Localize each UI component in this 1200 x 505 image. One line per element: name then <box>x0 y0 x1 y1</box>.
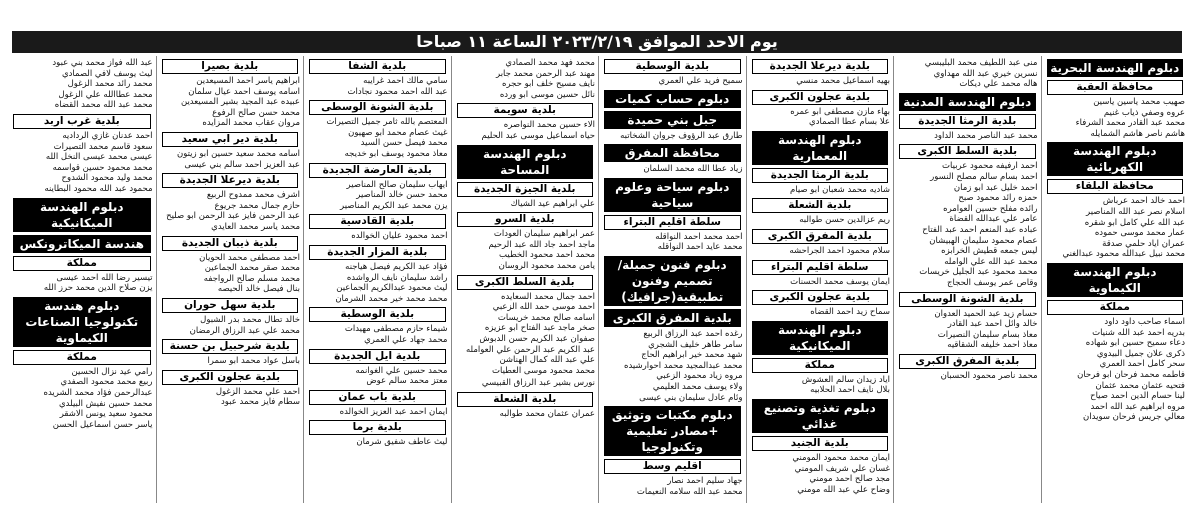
candidate-name: يزن محمد عبد الكريم المناصير <box>340 200 448 211</box>
program-heading: جبل بني حميدة <box>604 111 741 129</box>
candidate-name: محمد حسين علي الغوانمه <box>355 365 448 376</box>
candidate-name: محمد محمود حسين قواسمه <box>52 162 153 173</box>
candidate-name: تيسير رضا الله احمد عيسى <box>56 272 153 283</box>
candidate-name: فؤاد عبد الكريم فيصل هياجنه <box>345 261 448 272</box>
list-section <box>307 59 448 97</box>
candidate-name: ليث عاطف شفيق شرمان <box>356 437 448 448</box>
municipality-heading: بلدية الوسطية <box>604 59 741 74</box>
candidate-name: غيث عصام محمد ابو صهيون <box>348 127 448 138</box>
candidate-name: احمد عدنان غازي الرداديه <box>62 130 153 141</box>
candidate-name: شاديه محمد شعبان ابو صيام <box>789 184 890 195</box>
list-section <box>750 90 891 128</box>
municipality-heading: سلطة اقليم البتراء <box>604 215 741 230</box>
candidate-name: حسام زيد عبد الحميد العدوان <box>934 308 1038 319</box>
list-section <box>1045 300 1186 423</box>
list-section <box>897 354 1038 382</box>
candidate-name: ولاء يوسف محمد العليمي <box>652 381 743 392</box>
candidate-name: عباده عبد المنعم احمد عبد الفتاح <box>922 224 1038 235</box>
candidate-name: نايف مسيح خلف ابو حجره <box>502 79 595 90</box>
candidate-name: محمد مسلم صالح الرواجفه <box>203 273 300 284</box>
candidate-name: ليس جمعه قطيش الخرابزه <box>941 246 1038 257</box>
municipality-heading: بلدية دير ابي سعيد <box>162 132 299 147</box>
municipality-heading: بلدية شرحبيل بن حسنة <box>162 339 299 354</box>
candidate-name: بلال نايف احمد الحلابيه <box>810 385 890 396</box>
candidate-name: اسامه صالح محمد خريسات <box>497 312 595 323</box>
candidate-name: ابراهيم ياسر احمد المسيعدين <box>196 76 300 86</box>
candidate-name: علي ابراهيم عيد الشياك <box>510 198 595 209</box>
candidate-name: عبد الله احمد محمود نجادات <box>347 86 448 97</box>
candidate-name: ايمان يوسف محمد الحسنات <box>790 276 890 287</box>
list-section <box>307 420 448 448</box>
candidate-name: سماح زيد احمد القضاه <box>810 307 890 318</box>
list-section <box>750 131 891 165</box>
municipality-heading: بلدية الشونة الوسطى <box>309 100 446 115</box>
candidate-name: محمد صقر محمد الجماعين <box>204 263 300 274</box>
candidate-name: المعتصم بالله ثامر جميل التصيرات <box>326 117 448 128</box>
candidate-name: محمد رائد محمد الزغول <box>67 79 153 90</box>
candidate-name: محمد فيصل حسن السيد <box>360 138 448 149</box>
candidate-name: محمد احمد محمود الخطيب <box>499 250 595 261</box>
list-column <box>598 56 746 503</box>
municipality-heading: بلدية الجيزة الجديدة <box>457 182 594 197</box>
candidate-name: معاذ احمد خليفه الشقاقيه <box>947 340 1038 351</box>
candidate-name: رامي عيد نزال الحسين <box>71 366 153 377</box>
municipality-heading: مملكة <box>752 358 889 373</box>
list-section <box>750 290 891 318</box>
candidate-name: احمد علي محمد الزغول <box>215 386 300 397</box>
municipality-heading: بلدية السلط الكبرى <box>457 275 594 290</box>
candidate-name: ايهاب سليمان صالح المناصير <box>346 179 448 190</box>
candidate-name: محمود سعيد يونس الاشقر <box>59 409 153 420</box>
program-heading: دبلوم فنون جميلة/تصميم وفنون تطبيقية(جرافيك) <box>604 256 741 306</box>
program-heading: دبلوم الهندسة المعمارية <box>752 131 889 165</box>
candidate-name: محمد وليد محمود الشدوح <box>61 173 153 184</box>
list-section <box>602 59 743 87</box>
list-section <box>897 292 1038 351</box>
list-section <box>602 90 743 108</box>
list-section <box>455 103 596 141</box>
municipality-heading: بلدية القادسية <box>309 214 446 229</box>
list-section <box>11 58 153 111</box>
candidate-name: عمران اياد حلمي صدقة <box>1102 238 1185 249</box>
municipality-heading: محافظة العقبة <box>1047 80 1184 95</box>
candidate-name: اياد زيدان سالم العشوش <box>801 374 890 385</box>
list-section <box>11 350 153 431</box>
list-section <box>602 309 743 403</box>
list-section <box>1045 80 1186 139</box>
municipality-heading: بلدية الشعلة <box>752 198 889 213</box>
municipality-heading: بلدية المزار الجديدة <box>309 245 446 260</box>
candidate-name: عبد الكريم عبد الرحمن علي العوامله <box>465 344 595 355</box>
candidate-name: سامي مالك احمد غرايبه <box>363 76 448 86</box>
columns-container <box>8 56 1188 503</box>
program-heading: دبلوم سياحة وعلوم سياحية <box>604 178 741 212</box>
candidate-name: سطام فايز محمد عبود <box>221 397 300 408</box>
candidate-name: نسرين خيري عبد الله مهداوي <box>933 68 1038 79</box>
candidate-name: نائل حسين موسى ابو ورده <box>499 89 595 100</box>
municipality-heading: بلدية عجلون الكبرى <box>752 290 889 305</box>
candidate-name: محمد علي عبد الرزاق الرمضان <box>189 325 300 336</box>
municipality-heading: بلدية الوسطية <box>309 307 446 322</box>
candidate-name: يزن صلاح الدين محمد حرز الله <box>43 283 153 294</box>
municipality-heading: سلطة اقليم البتراء <box>752 260 889 275</box>
candidate-name: صخر ماجد عبد الفتاح ابو عزيزه <box>484 323 595 334</box>
candidate-name: محمد عبد القادر محمد الشرفاء <box>1075 118 1185 129</box>
candidate-name: دعاء سميح حسين ابو شهاده <box>1085 338 1185 349</box>
program-heading: دبلوم هندسة تكنولوجيا الصناعات الكيماوية <box>13 297 151 347</box>
candidate-name: علي عبد الله كمال الهناشن <box>499 355 595 366</box>
list-section <box>602 144 743 175</box>
candidate-name: محمد محمود موسى العطيات <box>492 365 595 376</box>
municipality-heading: بلدية المفرق الكبرى <box>752 229 889 244</box>
list-section <box>11 256 153 294</box>
candidate-name: مهند عبد الرحمن محمد جابر <box>496 68 595 79</box>
list-section <box>455 275 596 377</box>
municipality-heading: بلدية عجلون الكبرى <box>162 370 299 385</box>
candidate-name: عمار محمد موسى حموده <box>1094 228 1185 239</box>
list-section <box>750 358 891 396</box>
candidate-name: هاله محمد علي ديكات <box>959 79 1038 90</box>
candidate-name: ريم عزالدين حسن طوالبه <box>799 215 890 226</box>
list-section <box>11 198 153 232</box>
municipality-heading: بلدية الشفا <box>309 59 446 74</box>
list-section <box>307 214 448 242</box>
municipality-heading: مملكة <box>13 350 151 365</box>
candidate-name: اسماء صاحب داود داود <box>1104 316 1185 327</box>
candidate-name: محمد عبد الناصر محمد الداود <box>934 130 1038 141</box>
list-section <box>750 168 891 196</box>
candidate-name: لينا حسام الدين احمد صياح <box>1090 391 1185 402</box>
municipality-heading: مملكة <box>13 256 151 271</box>
municipality-heading: بلدية الجنيد <box>752 436 889 451</box>
candidate-name: فتحيه عثمان محمد عثمان <box>1095 380 1185 391</box>
list-section <box>160 298 301 336</box>
candidate-name: ربيع محمد محمود الصفدي <box>60 377 153 388</box>
candidate-name: عبد الله فواز محمد بني عبود <box>52 58 153 68</box>
candidate-name: عمر ابراهيم سليمان العودات <box>493 229 595 240</box>
candidate-name: حياه اسماعيل موسى عبد الحليم <box>481 130 595 141</box>
candidate-name: جهاد سليم احمد نصار <box>667 476 743 487</box>
candidate-name: بدريه احمد عبد الله شنيات <box>1092 327 1185 338</box>
list-column <box>8 56 156 503</box>
municipality-heading: بلدية العارضة الجديدة <box>309 163 446 178</box>
candidate-name: عبد العزيز احمد سالم بني عيسى <box>184 159 300 170</box>
candidate-name: عبيده عبد المجيد بشير المسيعدين <box>180 97 300 108</box>
candidate-name: منى عبد اللطيف محمد البليبسي <box>924 58 1038 68</box>
candidate-name: عروه وصفي ذياب غنيم <box>1103 107 1185 118</box>
list-column <box>746 56 894 503</box>
list-section <box>11 297 153 347</box>
candidate-name: محمد فهد محمد الصمادي <box>505 58 595 68</box>
list-section <box>750 321 891 355</box>
candidate-name: محمد حسن صالح الرفوع <box>212 107 300 118</box>
municipality-heading: بلدية الرمثا الجديدة <box>899 114 1036 129</box>
candidate-name: اسامه يوسف احمد عيال سلمان <box>188 86 300 97</box>
list-column <box>451 56 599 503</box>
program-heading: دبلوم تغذية وتصنيع غذائي <box>752 399 889 433</box>
candidate-name: محمد نبيل عبدالله محمود عبدالغني <box>1062 249 1185 260</box>
list-section <box>11 235 153 253</box>
candidate-name: هاشم ناصر هاشم الشمايله <box>1090 128 1185 139</box>
candidate-name: محمد ياسر محمد العايدي <box>211 221 300 232</box>
candidate-name: خالد وائل احمد عبد القادر <box>947 319 1038 330</box>
candidate-name: اسلام نصر عبد الله المناصير <box>1086 206 1185 217</box>
municipality-heading: بلدية الرمثا الجديدة <box>752 168 889 183</box>
candidate-name: احمد محمود عليان الخوالده <box>351 231 448 242</box>
candidate-name: احمد خليل عبد ابو زمان <box>953 182 1038 193</box>
date-banner: يوم الاحد الموافق ٢٠٢٣/٢/١٩ الساعة ١١ صباحا <box>12 31 1182 53</box>
candidate-name: احمد مصطفى محمد الحويان <box>199 252 300 263</box>
candidate-name: عمران عثمان محمد طوالبه <box>499 408 595 419</box>
candidate-name: مروه ابراهيم عبد الله احمد <box>1090 401 1185 412</box>
program-heading: دبلوم الهندسة الكيماوية <box>1047 263 1184 297</box>
list-section <box>160 370 301 408</box>
candidate-name: عبد الرحمن فايز عبد الرحمن ابو صليح <box>166 211 300 222</box>
candidate-name: يامن محمد محمود الروسان <box>498 260 595 271</box>
candidate-name: محمد عبد الله محمد القضاه <box>54 100 153 111</box>
list-column <box>893 56 1041 503</box>
candidate-name: مروان عقاب محمد المزايده <box>202 118 300 129</box>
candidate-name: سامر طاهر خليف الشجري <box>648 339 743 350</box>
list-section <box>160 339 301 367</box>
candidate-name: ياسر حسن اسماعيل الحسن <box>52 419 153 430</box>
list-section <box>897 114 1038 142</box>
list-section <box>750 436 891 495</box>
candidate-name: زياد عطا الله محمد السلمان <box>643 164 743 175</box>
candidate-name: وئام عادل سليمان بني عيسى <box>639 392 743 403</box>
municipality-heading: مملكة <box>1047 300 1184 315</box>
program-heading: هندسة الميكاترونكس <box>13 235 151 253</box>
list-section <box>750 260 891 288</box>
candidate-name: عبد الله علي كامل ابو شقره <box>1084 217 1185 228</box>
list-section <box>750 229 891 257</box>
municipality-heading: بلدية باب عمان <box>309 390 446 405</box>
list-section <box>602 111 743 142</box>
municipality-heading: بلدية عجلون الكبرى <box>752 90 889 105</box>
candidate-name: وضاح علي عبد الله مومني <box>797 484 890 495</box>
list-section <box>11 114 153 195</box>
candidate-name: ايمان محمد محمود المومني <box>792 452 890 463</box>
municipality-heading: بلدية بصيرا <box>162 59 299 74</box>
candidate-name: حمزه رائد محمود صبح <box>958 193 1038 204</box>
candidate-name: عبدالرحمن فؤاد محمد الشريده <box>43 387 153 398</box>
candidate-name: احمد جمال محمد السعايده <box>501 291 595 302</box>
candidate-name: محمد محمد خير محمد الشرمان <box>335 293 448 304</box>
list-section <box>750 59 891 87</box>
list-section <box>750 399 891 433</box>
municipality-heading: بلدية ذيبان الجديدة <box>162 236 299 251</box>
candidate-name: مجد صالح احمد مومني <box>809 474 890 485</box>
candidate-name: ايمان احمد عبد العزيز الخوالده <box>339 406 448 417</box>
candidate-name: باسل عواد محمد ابو سمرا <box>207 356 300 367</box>
candidate-name: رغده احمد عبد الرزاق الربيع <box>643 328 743 339</box>
candidate-name: وقاص عمر يوسف الحجاج <box>947 277 1038 288</box>
municipality-heading: محافظة البلقاء <box>1047 179 1184 194</box>
program-heading: دبلوم الهندسة البحرية <box>1047 59 1184 77</box>
program-heading: دبلوم مكتبات وتوثيق +مصادر تعليمية وتكنولوجيا <box>604 406 741 456</box>
list-column <box>1041 56 1189 503</box>
list-section <box>1045 142 1186 176</box>
candidate-name: محمد جهاد علي العمري <box>364 334 448 345</box>
program-heading: محافظة المفرق <box>604 144 741 162</box>
candidate-name: محمد عطاالله علي الزغول <box>58 89 153 100</box>
candidate-name: ليث يوسف لافي الصمادي <box>61 68 153 79</box>
program-heading: دبلوم حساب كميات <box>604 90 741 108</box>
candidate-name: اسامه محمد سعيد حسين ابو زيتون <box>176 148 300 159</box>
program-heading: دبلوم الهندسة الكهربائية <box>1047 142 1184 176</box>
candidate-name: محمد حسين نفيش البيلدي <box>59 398 153 409</box>
candidate-name: ماجد احمد جاد الله عبد الرحيم <box>488 239 595 250</box>
list-section <box>897 144 1038 288</box>
candidate-name: محمد عايد احمد النواقله <box>657 242 743 253</box>
municipality-heading: اقليم وسط <box>604 459 741 474</box>
candidate-name: معتز محمد سالم عوض <box>366 376 448 387</box>
candidate-name: نورس بشير عبد الرزاق القبيسي <box>481 378 595 389</box>
candidate-name: محمد عبدالمجيد محمد احوارشيده <box>624 360 743 371</box>
candidate-name: عيسى محمد عيسى النخل الله <box>45 152 153 163</box>
list-section <box>455 58 596 100</box>
program-heading: دبلوم الهندسة الميكانيكية <box>13 198 151 232</box>
candidate-name: احمد بسام سالم مصلح النسور <box>930 171 1038 182</box>
list-section <box>160 59 301 129</box>
candidate-name: محمد ناصر محمود الحسبان <box>940 370 1038 381</box>
list-section <box>455 378 596 389</box>
candidate-name: محمد حسن خالد المناصير <box>356 190 448 201</box>
list-section <box>1045 263 1186 297</box>
list-section <box>307 163 448 212</box>
candidate-name: احمد خالد احمد عرباش <box>1102 196 1185 207</box>
municipality-heading: بلدية السرو <box>457 212 594 227</box>
program-heading: دبلوم الهندسة الميكانيكية <box>752 321 889 355</box>
list-section <box>307 390 448 418</box>
candidate-name: ذكرى علان جميل البيدوي <box>1096 348 1185 359</box>
candidate-name: اشرف محمد ممدوح الربيع <box>206 190 300 201</box>
list-section <box>602 256 743 306</box>
program-heading: بلدية المفرق الكبرى <box>604 309 741 327</box>
list-section <box>602 459 743 497</box>
municipality-heading: بلدية السلط الكبرى <box>899 144 1036 159</box>
candidate-name: صفوان عبد الكريم حسن الدبوش <box>479 333 595 344</box>
candidate-name: سلام محمود احمد الجراحشه <box>789 245 890 256</box>
municipality-heading: بلدية سهل حوران <box>162 298 299 313</box>
list-section <box>307 349 448 387</box>
candidate-name: مروه زياد محمود الزعبي <box>656 371 743 382</box>
municipality-heading: بلدية الشونة الوسطى <box>899 292 1036 307</box>
municipality-heading: بلدية ايل الجديدة <box>309 349 446 364</box>
candidate-name: علا بسام عطا الصمادي <box>809 117 890 128</box>
candidate-name: شهد محمد خير ابراهيم الحاج <box>641 350 743 361</box>
list-section <box>307 245 448 304</box>
candidate-name: فاطمه محمد فرحان ابو فرحان <box>1077 369 1185 380</box>
list-section <box>455 145 596 179</box>
candidate-name: احمد ارفيفه محمود عربيات <box>942 161 1038 172</box>
candidate-name: عامر علي عبدالله القضاة <box>949 214 1038 225</box>
program-heading: دبلوم الهندسة المدنية <box>899 93 1036 111</box>
candidate-name: احمد محمد احمد النواقله <box>655 231 743 242</box>
list-column <box>156 56 304 503</box>
candidate-name: بنال فيصل خالد الحيصه <box>217 284 300 295</box>
list-section <box>602 406 743 456</box>
candidate-name: راشد سليمان نايف الرواشده <box>346 272 448 283</box>
municipality-heading: بلدية غرب اربد <box>13 114 151 129</box>
candidate-name: خالد تطال محمد بدر الشبول <box>200 314 300 325</box>
candidate-name: محمد محمود عبد الجليل خريسات <box>919 267 1038 278</box>
list-column <box>303 56 451 503</box>
list-section <box>455 392 596 420</box>
candidate-name: شيماء حازم مصطفى مهيدات <box>344 324 448 335</box>
candidate-name: صهيب محمد ياسين ياسين <box>1093 97 1185 107</box>
candidate-name: غسان علي شريف المومني <box>794 463 890 474</box>
candidate-name: معاذ محمود يوسف ابو خديجه <box>344 148 448 159</box>
municipality-heading: بلدية ديرعلا الجديدة <box>162 173 299 188</box>
program-heading: دبلوم الهندسة المساحة <box>457 145 594 179</box>
list-section <box>750 198 891 226</box>
candidate-name: معالي جريس فرحان سويدان <box>1083 412 1185 423</box>
candidate-name: سميح فريد علي العمري <box>658 76 743 86</box>
list-section <box>160 236 301 295</box>
candidate-name: سحر كامل احمد العمري <box>1099 359 1185 370</box>
municipality-heading: بلدية المفرق الكبرى <box>899 354 1036 369</box>
list-section <box>160 173 301 232</box>
municipality-heading: بلدية ديرعلا الجديدة <box>752 59 889 74</box>
candidate-name: رائده مفلح حسين العوامره <box>943 203 1038 214</box>
municipality-heading: بلدية برما <box>309 420 446 435</box>
list-section <box>160 132 301 170</box>
list-section <box>455 212 596 271</box>
list-section <box>897 93 1038 111</box>
candidate-name: بهاء مازن مصطفى ابو عمره <box>790 106 890 117</box>
list-section <box>602 215 743 253</box>
candidate-name: ليث محمود عبدالكريم الجماعين <box>336 283 448 294</box>
candidate-name: حازم جمال محمد جريوع <box>214 200 300 211</box>
candidate-name: بهيه اسماعيل محمد منسي <box>796 76 890 86</box>
candidate-name: عصام محمود سليمان الهبيشان <box>929 235 1038 246</box>
list-section <box>602 178 743 212</box>
candidate-name: معاذ بسام سليمان النصيرات <box>937 329 1038 340</box>
list-section <box>1045 179 1186 260</box>
candidate-name: الاء حسين محمد النواصره <box>503 120 595 131</box>
municipality-heading: بلدية سويمة <box>457 103 594 118</box>
candidate-name: محمد عبد الله سلامه النعيمات <box>636 486 743 497</box>
list-section <box>897 58 1038 90</box>
municipality-heading: بلدية الشعلة <box>457 392 594 407</box>
candidate-name: محمد عبد الله علي الوامله <box>944 256 1038 267</box>
list-section <box>455 182 596 210</box>
candidate-name: سعود قاسم محمد التصيرات <box>53 141 153 152</box>
candidate-name: احمد موسى حمد الله الزعبي <box>492 302 595 313</box>
list-section <box>1045 59 1186 77</box>
candidate-name: محمود عبد الله محمود البطاينه <box>44 183 153 194</box>
list-section <box>307 307 448 345</box>
list-section <box>307 100 448 159</box>
candidate-name: طارق عبد الرؤوف جروان الشخاتبه <box>620 130 743 141</box>
